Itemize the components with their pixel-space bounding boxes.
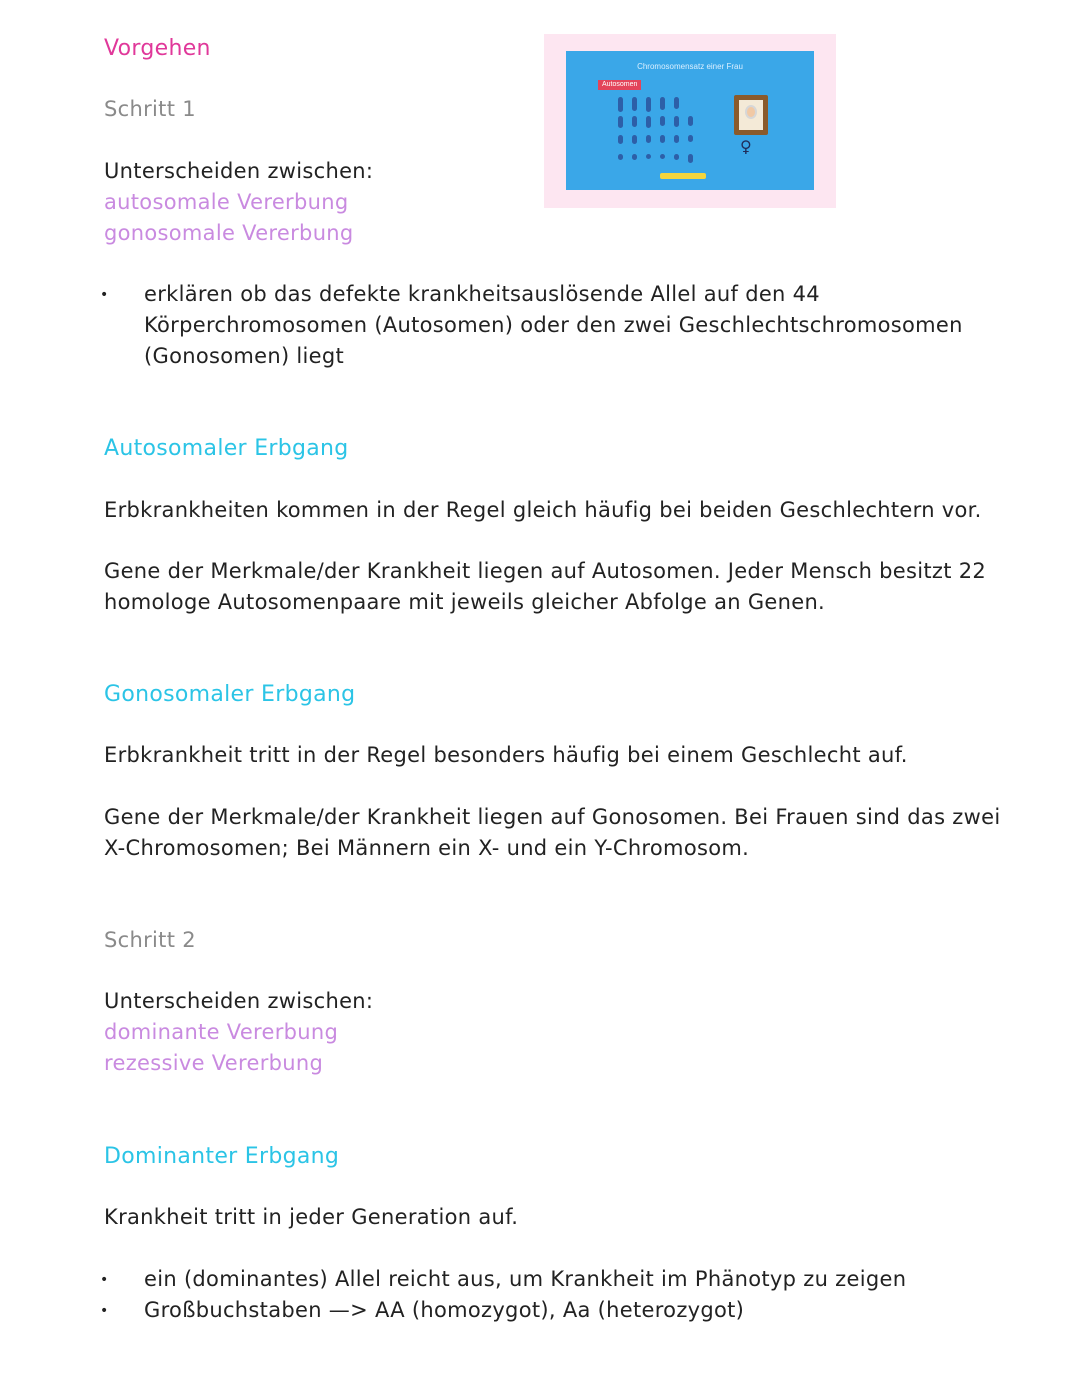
chromosome [660,116,665,126]
chromosome [674,135,679,143]
face-icon [745,105,757,119]
autosomal-paragraph-2: Gene der Merkmale/der Krankheit liegen auf Autosomen. Jeder Mensch besitzt 22 [104,559,987,583]
karyotype-row [610,114,710,133]
chromosome [688,154,693,163]
chromosome [632,135,637,144]
section1-intro: Unterscheiden zwischen: [104,159,374,183]
karyotype-row [610,95,710,114]
chromosome [646,116,651,128]
illustration-title: Chromosomensatz einer Frau [637,62,743,71]
section2-intro: Unterscheiden zwischen: [104,989,374,1013]
chromosome-illustration [544,34,836,208]
bullet-line: Körperchromosomen (Autosomen) oder den zwei Geschlechtschromosomen [144,313,963,337]
chromosome [632,97,637,111]
option-gonosomal: gonosomale Vererbung [104,221,354,245]
chromosome [688,135,693,142]
gonosomal-paragraph-1: Erbkrankheit tritt in der Regel besonders häufig bei einem Geschlecht auf. [104,743,908,767]
autosomal-paragraph-2-cont: homologe Autosomenpaare mit jeweils gleicher Abfolge an Genen. [104,590,826,614]
illustration-button [660,173,706,179]
dominant-bullet: Großbuchstaben —> AA (homozygot), Aa (heterozygot) [144,1298,745,1322]
chromosome [618,116,623,128]
chromosome [674,116,679,127]
illustration-tag: Autosomen [598,80,641,90]
option-dominant: dominante Vererbung [104,1020,339,1044]
page-title: Vorgehen [104,36,211,61]
option-autosomal: autosomale Vererbung [104,190,349,214]
bullet-line: erklären ob das defekte krankheitsauslösende Allel auf den 44 [144,282,820,306]
chromosome [646,135,651,143]
karyotype-grid [610,95,710,171]
step-1-label: Schritt 1 [104,97,196,121]
dominant-bullet: ein (dominantes) Allel reicht aus, um Krankheit im Phänotyp zu zeigen [144,1267,907,1291]
chromosome [646,154,651,159]
autosomal-paragraph-1: Erbkrankheiten kommen in der Regel gleich häufig bei beiden Geschlechtern vor. [104,498,982,522]
bullet-line: (Gonosomen) liegt [144,344,345,368]
chromosome [688,116,693,126]
female-symbol-icon: ♀ [740,137,752,156]
gonosomal-paragraph-2-cont: X-Chromosomen; Bei Männern ein X- und ein Y-Chromosom. [104,836,750,860]
step-2-label: Schritt 2 [104,928,196,952]
portrait-picture [739,100,763,130]
chromosome [660,135,665,143]
chromosome [632,116,637,127]
chromosome [674,154,679,160]
karyotype-row [610,133,710,152]
gonosomal-paragraph-2: Gene der Merkmale/der Krankheit liegen auf Gonosomen. Bei Frauen sind das zwei [104,805,1001,829]
bullet-dot-icon: • [100,1272,109,1288]
karyotype-row [610,152,710,171]
portrait-frame [734,95,768,135]
chromosome [660,154,665,159]
gonosomal-heading: Gonosomaler Erbgang [104,682,356,707]
bullet-dot-icon: • [100,287,109,303]
chromosome [660,97,665,110]
illustration-panel [566,51,814,190]
chromosome [646,97,651,112]
bullet-dot-icon: • [100,1303,109,1319]
chromosome [618,97,623,112]
dominant-paragraph-1: Krankheit tritt in jeder Generation auf. [104,1205,519,1229]
dominant-heading: Dominanter Erbgang [104,1144,340,1169]
autosomal-heading: Autosomaler Erbgang [104,436,349,461]
chromosome [618,135,623,144]
option-recessive: rezessive Vererbung [104,1051,324,1075]
chromosome [674,97,679,109]
chromosome [618,154,623,160]
chromosome [632,154,637,160]
